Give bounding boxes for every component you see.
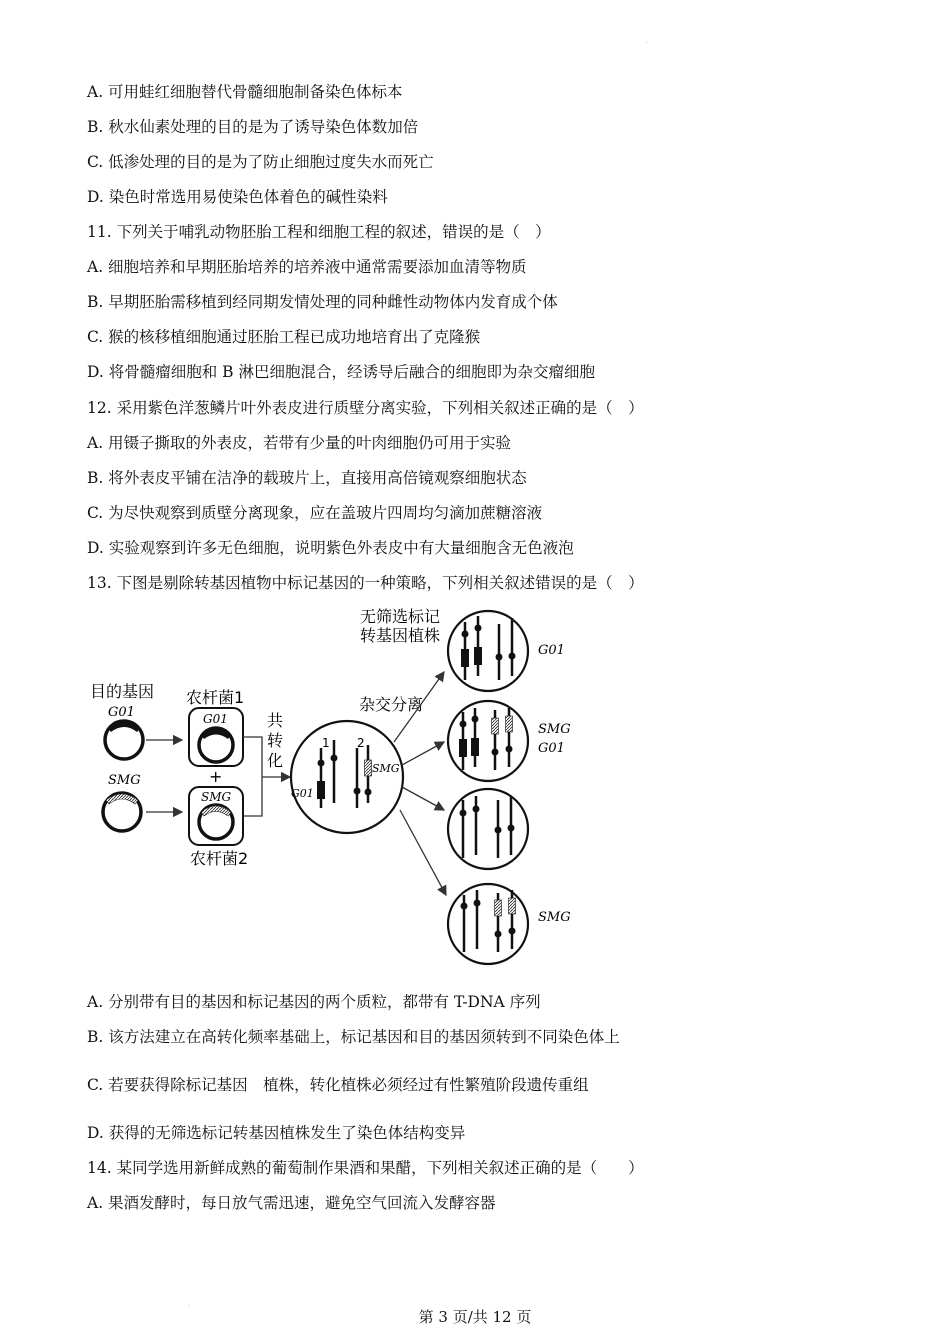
marker-gene-removal-diagram (85, 600, 605, 970)
question-11: 11. 下列关于哺乳动物胚胎工程和细胞工程的叙述，错误的是（ ） (87, 223, 551, 241)
transformant-chromosomes (317, 740, 372, 808)
smg-label-left: SMG (108, 773, 141, 788)
progeny-cell-empty (448, 789, 528, 869)
g01-label-progeny2: G01 (538, 741, 565, 756)
option-12b: B. 将外表皮平铺在洁净的载玻片上，直接用高倍镜观察细胞状态 (87, 469, 527, 487)
progeny-cell-smg (448, 884, 528, 964)
question-14: 14. 某同学选用新鲜成熟的葡萄制作果酒和果醋，下列相关叙述正确的是（ ） (87, 1159, 644, 1177)
option-13c: C. 若要获得除标记基因 植株，转化植株必须经过有性繁殖阶段遗传重组 (87, 1076, 589, 1094)
plus-sign: + (209, 767, 223, 786)
progeny-3-chromosomes (460, 796, 515, 858)
option-11b: B. 早期胚胎需移植到经同期发情处理的同种雌性动物体内发育成个体 (87, 293, 558, 311)
target-gene-label: 目的基因 (90, 682, 155, 701)
transformant-cell (291, 721, 403, 833)
co-transform-char-2: 转 (267, 731, 284, 750)
smg-label-agro2: SMG (201, 790, 232, 804)
chromosome-2-label: 2 (357, 736, 365, 750)
question-12: 12. 采用紫色洋葱鳞片叶外表皮进行质壁分离实验，下列相关叙述正确的是（ ） (87, 399, 644, 417)
co-transform-char-1: 共 (267, 711, 284, 730)
option-14a: A. 果酒发酵时，每日放气需迅速，避免空气回流入发酵容器 (87, 1194, 496, 1212)
smg-label-progeny2: SMG (538, 722, 571, 737)
marker-free-label-line1: 无筛选标记 (360, 607, 441, 626)
cross-separation-label: 杂交分离 (359, 695, 424, 714)
smg-label-progeny4: SMG (538, 910, 571, 925)
agro2-label: 农杆菌2 (190, 849, 249, 868)
scan-dot-bottom: · (188, 1303, 190, 1310)
agro1-label: 农杆菌1 (186, 688, 245, 707)
option-10c: C. 低渗处理的目的是为了防止细胞过度失水而死亡 (87, 153, 434, 171)
option-11c: C. 猴的核移植细胞通过胚胎工程已成功地培育出了克隆猴 (87, 328, 481, 346)
progeny-2-chromosomes (459, 708, 513, 770)
option-10d: D. 染色时常选用易使染色体着色的碱性染料 (87, 188, 388, 206)
marker-free-label-line2: 转基因植株 (360, 626, 441, 645)
option-13d: D. 获得的无筛选标记转基因植株发生了染色体结构变异 (87, 1124, 466, 1142)
question-13: 13. 下图是剔除转基因植物中标记基因的一种策略，下列相关叙述错误的是（ ） (87, 574, 644, 592)
option-10b: B. 秋水仙素处理的目的是为了诱导染色体数加倍 (87, 118, 419, 136)
g01-label-progeny1: G01 (538, 643, 565, 658)
option-10a: A. 可用蛙红细胞替代骨髓细胞制备染色体标本 (87, 83, 403, 101)
progeny-4-chromosomes (461, 890, 516, 952)
g01-label-left: G01 (108, 705, 135, 720)
chromosome-1-label: 1 (322, 736, 330, 750)
arrow-to-progeny-3 (402, 787, 444, 810)
progeny-cell-g01 (448, 611, 528, 691)
option-13b: B. 该方法建立在高转化频率基础上，标记基因和目的基因须转到不同染色体上 (87, 1028, 620, 1046)
merge-bracket (243, 737, 262, 816)
progeny-1-chromosomes (461, 616, 516, 680)
option-12c: C. 为尽快观察到质壁分离现象，应在盖玻片四周均匀滴加蔗糖溶液 (87, 504, 543, 522)
g01-label-center: G01 (291, 787, 314, 800)
option-11a: A. 细胞培养和早期胚胎培养的培养液中通常需要添加血清等物质 (87, 258, 527, 276)
co-transform-char-3: 化 (267, 751, 284, 770)
smg-label-center: SMG (372, 762, 400, 775)
option-12d: D. 实验观察到许多无色细胞，说明紫色外表皮中有大量细胞含无色液泡 (87, 539, 574, 557)
g01-label-agro1: G01 (203, 712, 228, 726)
page-footer: 第 3 页/共 12 页 (418, 1308, 532, 1326)
scan-dot: · (646, 40, 648, 47)
option-13a: A. 分别带有目的基因和标记基因的两个质粒，都带有 T-DNA 序列 (87, 993, 541, 1011)
arrow-to-progeny-4 (400, 810, 446, 895)
arrow-to-progeny-2 (402, 742, 444, 765)
option-12a: A. 用镊子撕取的外表皮，若带有少量的叶肉细胞仍可用于实验 (87, 434, 512, 452)
option-11d: D. 将骨髓瘤细胞和 B 淋巴细胞混合，经诱导后融合的细胞即为杂交瘤细胞 (87, 363, 595, 381)
